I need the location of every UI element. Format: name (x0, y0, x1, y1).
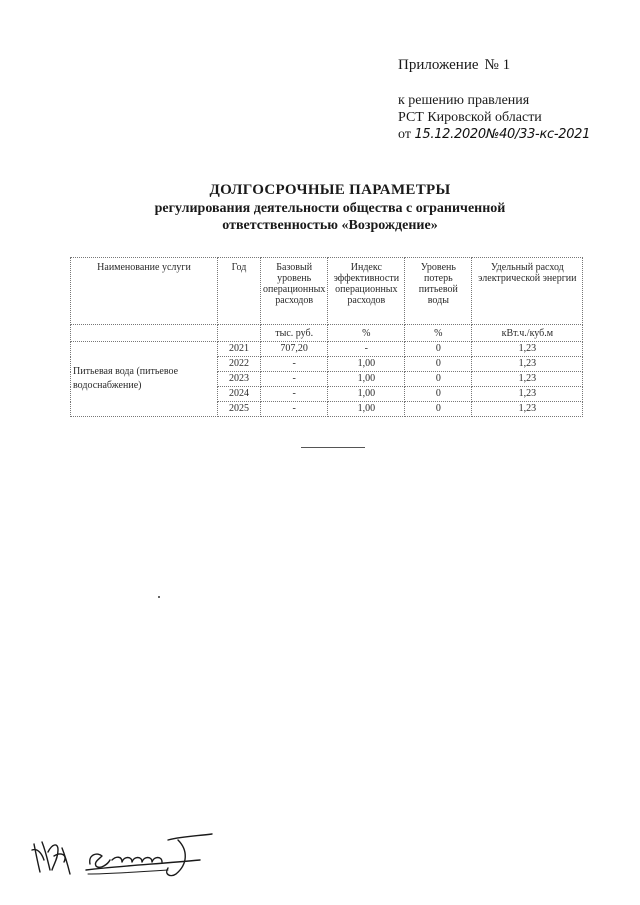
handwritten-signature (28, 830, 228, 880)
base-cell: - (261, 387, 328, 402)
index-cell: 1,00 (328, 387, 405, 402)
decision-handwritten-number: 15.12.2020№40/33-кс-2021 (414, 127, 591, 142)
table-units-row (71, 325, 583, 342)
energy-cell: 1,23 (472, 387, 583, 402)
appendix-number: № 1 (484, 57, 511, 73)
unit-cell: кВт.ч./куб.м (472, 325, 583, 342)
document-title: ДОЛГОСРОЧНЫЕ ПАРАМЕТРЫ (209, 182, 451, 198)
decision-prefix: от (398, 127, 411, 142)
year-cell: 2021 (218, 342, 261, 357)
index-cell: 1,00 (328, 402, 405, 417)
header-energy-consumption: Удельный расход электрической энергии (472, 258, 583, 325)
base-cell: - (261, 372, 328, 387)
decision-line-3 (398, 126, 590, 143)
decision-reference (398, 92, 590, 143)
energy-cell: 1,23 (472, 372, 583, 387)
end-divider (301, 447, 365, 448)
energy-cell: 1,23 (472, 357, 583, 372)
unit-cell (71, 325, 218, 342)
appendix-label-text: Приложение (398, 57, 479, 73)
year-cell: 2025 (218, 402, 261, 417)
year-cell: 2023 (218, 372, 261, 387)
subtitle-line-2: ответственностью «Возрождение» (222, 218, 438, 233)
unit-cell: % (405, 325, 472, 342)
unit-cell: % (328, 325, 405, 342)
parameters-table (70, 257, 583, 417)
service-name-cell: Питьевая вода (питьевое водоснабжение) (71, 342, 218, 417)
decision-line-1: к решению правления (398, 93, 530, 108)
header-service: Наименование услуги (71, 258, 218, 325)
header-year: Год (218, 258, 261, 325)
decision-line-2: РСТ Кировской области (398, 110, 542, 125)
energy-cell: 1,23 (472, 342, 583, 357)
header-base-level: Базовый уровень операционных расходов (261, 258, 328, 325)
losses-cell: 0 (405, 372, 472, 387)
header-efficiency-index: Индекс эффективности операционных расходов (328, 258, 405, 325)
document-subtitle (0, 200, 640, 234)
losses-cell: 0 (405, 387, 472, 402)
index-cell: - (328, 342, 405, 357)
index-cell: 1,00 (328, 357, 405, 372)
base-cell: 707,20 (261, 342, 328, 357)
losses-cell: 0 (405, 402, 472, 417)
index-cell: 1,00 (328, 372, 405, 387)
losses-cell: 0 (405, 357, 472, 372)
energy-cell: 1,23 (472, 402, 583, 417)
appendix-label (398, 57, 510, 74)
header-water-losses: Уровень потерь питьевой воды (405, 258, 472, 325)
table-row (71, 342, 583, 357)
year-cell: 2022 (218, 357, 261, 372)
base-cell: - (261, 402, 328, 417)
subtitle-line-1: регулирования деятельности общества с ограниченной (154, 201, 506, 216)
base-cell: - (261, 357, 328, 372)
table-header-row (71, 258, 583, 325)
unit-cell: тыс. руб. (261, 325, 328, 342)
losses-cell: 0 (405, 342, 472, 357)
scan-speck (158, 596, 160, 598)
unit-cell (218, 325, 261, 342)
year-cell: 2024 (218, 387, 261, 402)
